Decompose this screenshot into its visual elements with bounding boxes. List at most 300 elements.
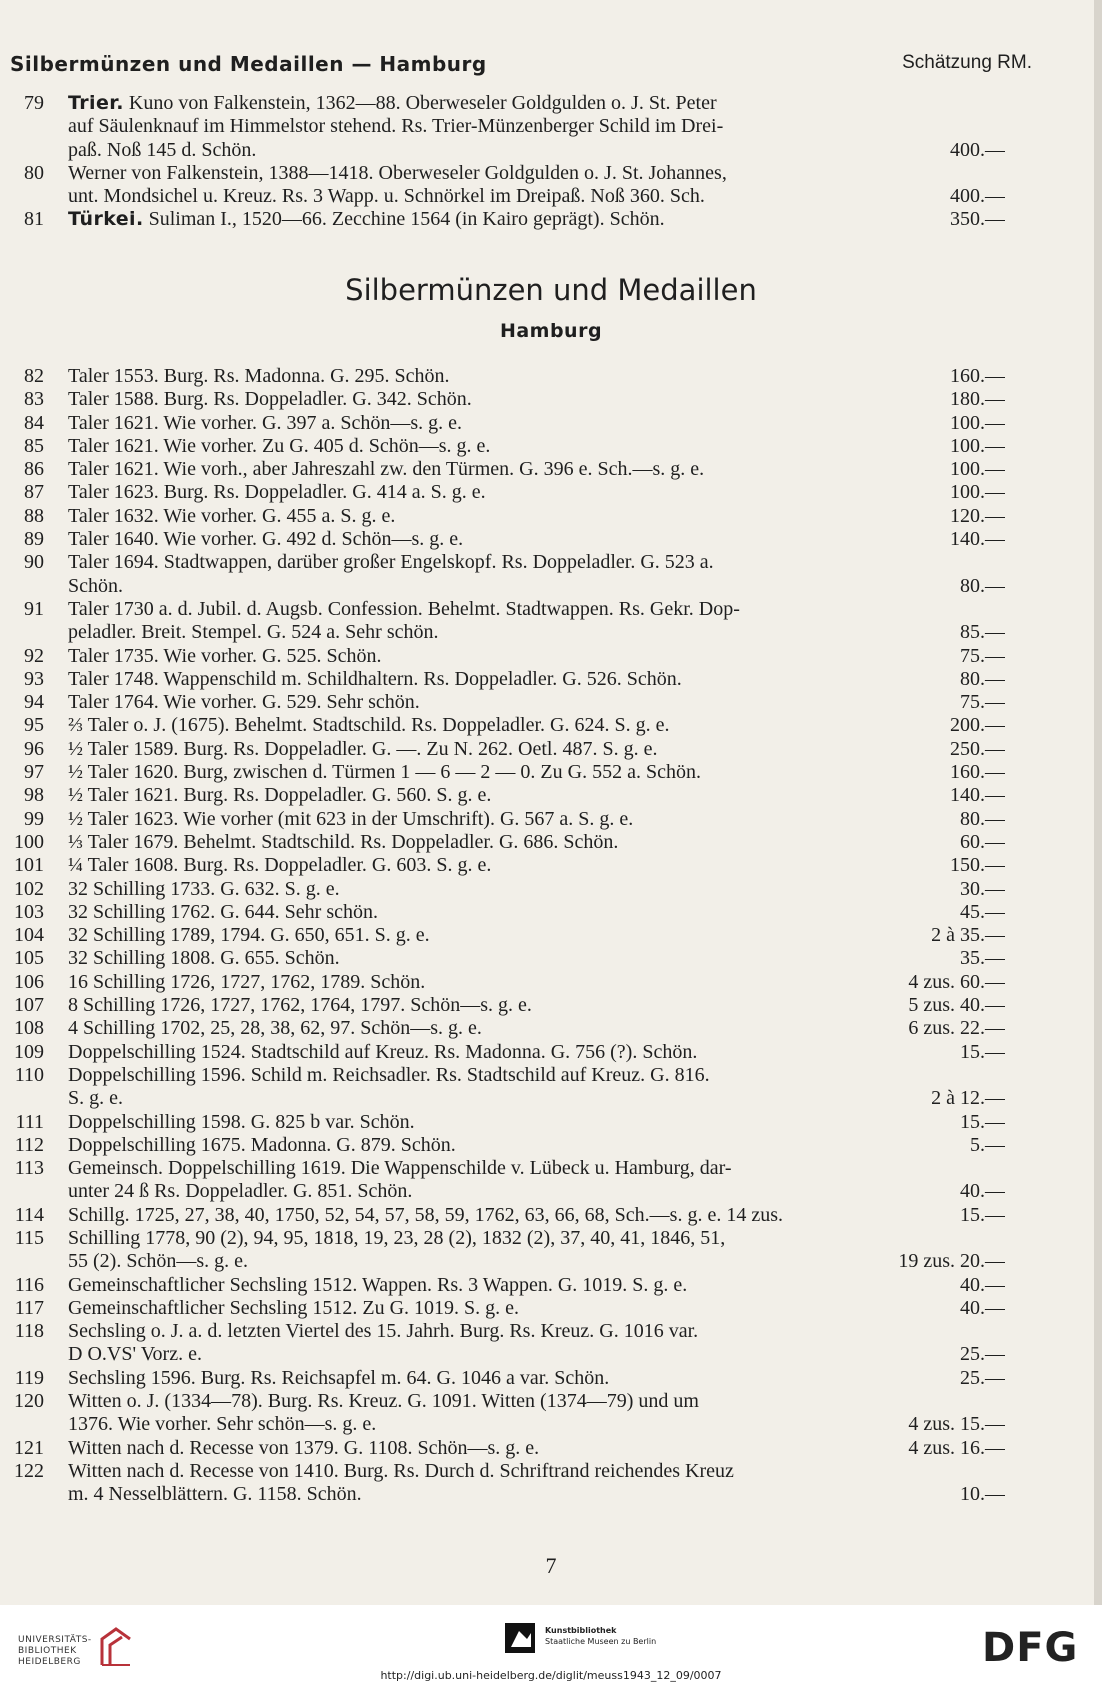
lot-entry <box>0 481 1102 504</box>
lot-description <box>68 1367 1005 1390</box>
lot-text: S. g. e. <box>68 1087 123 1110</box>
lot-number: 104 <box>14 924 44 947</box>
lot-line <box>68 854 1005 877</box>
lot-line <box>68 115 1005 138</box>
lot-keyword: Türkei. <box>68 208 144 231</box>
lot-text: Doppelschilling 1524. Stadtschild auf Kreuz. Rs. Madonna. G. 756 (?). Schön. <box>68 1040 698 1063</box>
lot-estimate: 2 à 12.— <box>925 1087 1005 1110</box>
lot-description <box>68 668 1005 691</box>
lot-text: Taler 1632. Wie vorher. G. 455 a. S. g. e. <box>68 504 396 527</box>
lot-line <box>68 691 1005 714</box>
lot-number: 115 <box>14 1226 44 1249</box>
lot-keyword: Trier. <box>68 92 124 114</box>
lot-line <box>68 365 1005 388</box>
lot-entry <box>0 1320 1102 1367</box>
lot-text: 32 Schilling 1789, 1794. G. 650, 651. S. g. e. <box>68 924 430 947</box>
lot-number: 103 <box>14 900 44 923</box>
lot-description <box>68 505 1005 528</box>
lot-number: 102 <box>14 877 44 900</box>
lot-entry <box>0 458 1102 481</box>
lot-text: Taler 1735. Wie vorher. G. 525. Schön. <box>68 644 382 667</box>
lot-text: ½ Taler 1620. Burg, zwischen d. Türmen 1 — 6 — 2 — 0. Zu G. 552 a. Schön. <box>68 761 701 784</box>
lot-text: Gemeinsch. Doppelschilling 1619. Die Wappenschilde v. Lübeck u. Hamburg, dar- <box>68 1157 732 1180</box>
lot-line <box>68 1227 1005 1250</box>
lot-entry <box>0 598 1102 645</box>
lot-text: Schön. <box>68 574 123 597</box>
lot-number: 96 <box>24 737 44 760</box>
lot-entry <box>0 901 1102 924</box>
lot-estimate: 250.— <box>944 738 1005 761</box>
lot-line <box>68 1274 1005 1297</box>
lot-description <box>68 761 1005 784</box>
lot-estimate: 100.— <box>944 435 1005 458</box>
lot-text: Taler 1623. Burg. Rs. Doppeladler. G. 414 a. S. g. e. <box>68 481 486 504</box>
lot-description <box>68 1227 1005 1274</box>
lot-line <box>68 738 1005 761</box>
lot-number: 116 <box>14 1273 44 1296</box>
lot-entry <box>0 92 1102 162</box>
lot-description <box>68 435 1005 458</box>
university-library-label <box>18 1635 92 1668</box>
lot-line <box>68 388 1005 411</box>
lot-line <box>68 1041 1005 1064</box>
lot-estimate: 100.— <box>944 458 1005 481</box>
lot-number: 122 <box>14 1459 44 1482</box>
lot-description <box>68 854 1005 877</box>
lot-estimate: 80.— <box>954 668 1005 691</box>
lot-entry <box>0 1134 1102 1157</box>
lot-line <box>68 162 1005 185</box>
lot-line <box>68 208 1005 231</box>
lot-text: Witten nach d. Recesse von 1410. Burg. Rs. Durch d. Schriftrand reichendes Kreuz <box>68 1459 734 1482</box>
lot-estimate: 400.— <box>944 139 1005 162</box>
lot-entry <box>0 412 1102 435</box>
lot-description <box>68 388 1005 411</box>
lot-line <box>68 481 1005 504</box>
lot-description <box>68 1111 1005 1134</box>
lot-estimate: 80.— <box>954 575 1005 598</box>
lot-text: Doppelschilling 1675. Madonna. G. 879. Schön. <box>68 1133 456 1156</box>
lot-text: D O.VS' Vorz. e. <box>68 1343 202 1366</box>
lot-list-hamburg <box>0 365 1102 1507</box>
lot-entry <box>0 1437 1102 1460</box>
lot-text: Taler 1694. Stadtwappen, darüber großer Engelskopf. Rs. Doppeladler. G. 523 a. <box>68 551 714 574</box>
lot-line <box>68 505 1005 528</box>
lot-text: ⅔ Taler o. J. (1675). Behelmt. Stadtschild. Rs. Doppeladler. G. 624. S. g. e. <box>68 714 670 737</box>
lot-number: 85 <box>24 434 44 457</box>
lot-number: 118 <box>14 1320 44 1343</box>
lot-number: 93 <box>24 667 44 690</box>
page-number: 7 <box>545 1553 557 1578</box>
lot-line <box>68 1367 1005 1390</box>
lot-entry <box>0 1041 1102 1064</box>
lot-text: Witten nach d. Recesse von 1379. G. 1108. Schön—s. g. e. <box>68 1436 540 1459</box>
lot-description <box>68 1460 1005 1507</box>
lot-entry <box>0 1460 1102 1507</box>
lot-line <box>68 668 1005 691</box>
lot-text: 4 Schilling 1702, 25, 28, 38, 62, 97. Schön—s. g. e. <box>68 1017 482 1040</box>
lot-entry <box>0 994 1102 1017</box>
kb-subtitle: Staatliche Museen zu Berlin <box>545 1637 657 1646</box>
footer <box>0 1605 1102 1685</box>
lot-estimate: 25.— <box>954 1343 1005 1366</box>
lot-text: Taler 1621. Wie vorher. Zu G. 405 d. Schön—s. g. e. <box>68 434 491 457</box>
lot-estimate: 350.— <box>944 208 1005 231</box>
lot-text: m. 4 Nesselblättern. G. 1158. Schön. <box>68 1483 362 1506</box>
lot-estimate: 5 zus. 40.— <box>902 994 1005 1017</box>
lot-text: unt. Mondsichel u. Kreuz. Rs. 3 Wapp. u. Schnörkel im Dreipaß. Noß 360. Sch. <box>68 185 705 208</box>
lot-estimate: 180.— <box>944 388 1005 411</box>
lot-estimate: 35.— <box>954 947 1005 970</box>
lot-estimate: 160.— <box>944 761 1005 784</box>
lot-text: Taler 1640. Wie vorher. G. 492 d. Schön—s. g. e. <box>68 528 464 551</box>
lot-text: 32 Schilling 1808. G. 655. Schön. <box>68 947 340 970</box>
lot-estimate: 100.— <box>944 481 1005 504</box>
lot-description <box>68 458 1005 481</box>
lot-number: 99 <box>24 807 44 830</box>
lot-description <box>68 365 1005 388</box>
lot-description <box>68 1064 1005 1111</box>
lot-text: Doppelschilling 1598. G. 825 b var. Schön. <box>68 1110 415 1133</box>
lot-text: ½ Taler 1621. Burg. Rs. Doppeladler. G. 560. S. g. e. <box>68 784 492 807</box>
lot-description <box>68 691 1005 714</box>
lot-entry <box>0 691 1102 714</box>
lot-entry <box>0 528 1102 551</box>
lot-estimate: 120.— <box>944 505 1005 528</box>
lot-line <box>68 1343 1005 1366</box>
lot-line <box>68 1204 1005 1227</box>
lot-description <box>68 208 1005 231</box>
lot-number: 111 <box>15 1110 44 1133</box>
lot-entry <box>0 435 1102 458</box>
lot-line <box>68 1437 1005 1460</box>
lot-description <box>68 808 1005 831</box>
lot-number: 119 <box>14 1366 44 1389</box>
lot-number: 108 <box>14 1017 44 1040</box>
lot-estimate: 19 zus. 20.— <box>892 1250 1005 1273</box>
lot-text: 1376. Wie vorher. Sehr schön—s. g. e. <box>68 1413 377 1436</box>
lot-description <box>68 1297 1005 1320</box>
lot-description <box>68 831 1005 854</box>
lot-description <box>68 901 1005 924</box>
lot-description <box>68 1041 1005 1064</box>
lot-entry <box>0 388 1102 411</box>
lot-description <box>68 598 1005 645</box>
lot-description <box>68 1157 1005 1204</box>
lot-number: 88 <box>24 504 44 527</box>
lot-estimate: 45.— <box>954 901 1005 924</box>
lot-text: Taler 1730 a. d. Jubil. d. Augsb. Confession. Behelmt. Stadtwappen. Rs. Gekr. Dop- <box>68 597 740 620</box>
lot-number: 81 <box>24 208 44 231</box>
lot-entry <box>0 1367 1102 1390</box>
lot-line <box>68 784 1005 807</box>
lot-description <box>68 1017 1005 1040</box>
lot-line <box>68 994 1005 1017</box>
lot-entry <box>0 924 1102 947</box>
section-title: Silbermünzen und Medaillen <box>345 273 757 307</box>
lot-description <box>68 947 1005 970</box>
lot-line <box>68 435 1005 458</box>
lot-text: ½ Taler 1623. Wie vorher (mit 623 in der Umschrift). G. 567 a. S. g. e. <box>68 807 634 830</box>
lot-line <box>68 621 1005 644</box>
lot-line <box>68 458 1005 481</box>
lot-line <box>68 971 1005 994</box>
lot-estimate: 85.— <box>954 621 1005 644</box>
lot-entry <box>0 1227 1102 1274</box>
lot-line <box>68 1390 1005 1413</box>
lot-estimate: 30.— <box>954 878 1005 901</box>
lot-number: 101 <box>14 854 44 877</box>
lot-estimate: 40.— <box>954 1180 1005 1203</box>
lot-description <box>68 1204 1005 1227</box>
lot-line <box>68 1064 1005 1087</box>
header-title: Silbermünzen und Medaillen — Hamburg <box>10 52 487 76</box>
lot-line <box>68 528 1005 551</box>
lot-estimate: 4 zus. 60.— <box>902 971 1005 994</box>
lot-line <box>68 1157 1005 1180</box>
lot-entry <box>0 831 1102 854</box>
lot-line <box>68 139 1005 162</box>
lot-text: Schilling 1778, 90 (2), 94, 95, 1818, 19, 23, 28 (2), 1832 (2), 37, 40, 41, 1846, 51, <box>68 1226 726 1249</box>
lot-text: Sechsling o. J. a. d. letzten Viertel des 15. Jahrh. Burg. Rs. Kreuz. G. 1016 var. <box>68 1320 699 1343</box>
lot-number: 90 <box>24 551 44 574</box>
lot-text: Gemeinschaftlicher Sechsling 1512. Zu G. 1019. S. g. e. <box>68 1296 520 1319</box>
lot-text: auf Säulenknauf im Himmelstor stehend. Rs. Trier-Münzenberger Schild im Drei- <box>68 115 724 138</box>
lot-description <box>68 1134 1005 1157</box>
lot-estimate: 40.— <box>954 1274 1005 1297</box>
lot-estimate: 15.— <box>954 1041 1005 1064</box>
lot-entry <box>0 162 1102 209</box>
lot-number: 114 <box>14 1203 44 1226</box>
lot-entry <box>0 208 1102 231</box>
lot-estimate: 40.— <box>954 1297 1005 1320</box>
lot-description <box>68 994 1005 1017</box>
lot-description <box>68 924 1005 947</box>
lot-line <box>68 1087 1005 1110</box>
lot-entry <box>0 365 1102 388</box>
lot-number: 110 <box>14 1063 44 1086</box>
lot-line <box>68 412 1005 435</box>
lot-estimate: 200.— <box>944 714 1005 737</box>
running-header <box>10 52 1032 80</box>
lot-description <box>68 92 1005 162</box>
lot-entry <box>0 551 1102 598</box>
lot-text: Gemeinschaftlicher Sechsling 1512. Wappen. Rs. 3 Wappen. G. 1019. S. g. e. <box>68 1273 688 1296</box>
lot-number: 95 <box>24 714 44 737</box>
lot-number: 82 <box>24 365 44 387</box>
lot-description <box>68 714 1005 737</box>
header-estimate-label: Schätzung RM. <box>902 52 1032 73</box>
lot-estimate: 140.— <box>944 528 1005 551</box>
lot-description <box>68 738 1005 761</box>
lot-entry <box>0 645 1102 668</box>
lot-estimate: 60.— <box>954 831 1005 854</box>
lot-estimate: 15.— <box>954 1111 1005 1134</box>
lot-line <box>68 1111 1005 1134</box>
lot-line <box>68 1413 1005 1436</box>
lot-estimate: 10.— <box>954 1483 1005 1506</box>
lot-number: 121 <box>14 1436 44 1459</box>
lot-number: 91 <box>24 597 44 620</box>
lot-description <box>68 1437 1005 1460</box>
lot-number: 120 <box>14 1390 44 1413</box>
lot-line <box>68 1320 1005 1343</box>
lot-text: 55 (2). Schön—s. g. e. <box>68 1250 248 1273</box>
lot-line <box>68 551 1005 574</box>
lot-description <box>68 1390 1005 1437</box>
lot-entry <box>0 1204 1102 1227</box>
lot-line <box>68 185 1005 208</box>
lot-entry <box>0 714 1102 737</box>
lot-line <box>68 1017 1005 1040</box>
lot-estimate: 150.— <box>944 854 1005 877</box>
lot-entry <box>0 1111 1102 1134</box>
lot-estimate: 25.— <box>954 1367 1005 1390</box>
lot-text: Taler 1621. Wie vorh., aber Jahreszahl zw. den Türmen. G. 396 e. Sch.—s. g. e. <box>68 458 705 481</box>
lot-estimate: 5.— <box>964 1134 1005 1157</box>
lot-line <box>68 1250 1005 1273</box>
lot-entry <box>0 738 1102 761</box>
lot-estimate: 4 zus. 16.— <box>902 1437 1005 1460</box>
lot-number: 105 <box>14 947 44 970</box>
lot-entry <box>0 1064 1102 1111</box>
lot-description <box>68 645 1005 668</box>
lot-text: Taler 1553. Burg. Rs. Madonna. G. 295. Schön. <box>68 365 450 387</box>
lot-line <box>68 831 1005 854</box>
uni-line-1: UNIVERSITÄTS- <box>18 1635 92 1645</box>
lot-number: 87 <box>24 481 44 504</box>
lot-description <box>68 412 1005 435</box>
lot-entry <box>0 668 1102 691</box>
lot-text: 32 Schilling 1762. G. 644. Sehr schön. <box>68 900 378 923</box>
lot-line <box>68 947 1005 970</box>
lot-number: 106 <box>14 970 44 993</box>
lot-number: 107 <box>14 994 44 1017</box>
lot-description <box>68 878 1005 901</box>
lot-number: 109 <box>14 1040 44 1063</box>
lot-entry <box>0 1157 1102 1204</box>
lot-entry <box>0 761 1102 784</box>
lot-description <box>68 971 1005 994</box>
lot-line <box>68 598 1005 621</box>
lot-entry <box>0 1017 1102 1040</box>
lot-number: 113 <box>14 1157 44 1180</box>
lot-entry <box>0 971 1102 994</box>
lot-estimate: 4 zus. 15.— <box>902 1413 1005 1436</box>
lot-text: ⅓ Taler 1679. Behelmt. Stadtschild. Rs. Doppeladler. G. 686. Schön. <box>68 830 619 853</box>
lot-number: 92 <box>24 644 44 667</box>
lot-number: 94 <box>24 691 44 714</box>
lot-entry <box>0 1390 1102 1437</box>
lot-description <box>68 1320 1005 1367</box>
lot-number: 84 <box>24 411 44 434</box>
lot-estimate: 2 à 35.— <box>925 924 1005 947</box>
lot-number: 100 <box>14 830 44 853</box>
lot-text: 8 Schilling 1726, 1727, 1762, 1764, 1797. Schön—s. g. e. <box>68 994 532 1017</box>
lot-line <box>68 575 1005 598</box>
lot-estimate: 6 zus. 22.— <box>902 1017 1005 1040</box>
lot-text: ½ Taler 1589. Burg. Rs. Doppeladler. G. —. Zu N. 262. Oetl. 487. S. g. e. <box>68 737 658 760</box>
lot-text: Taler 1588. Burg. Rs. Doppeladler. G. 342. Schön. <box>68 388 472 411</box>
lot-text: Werner von Falkenstein, 1388—1418. Oberweseler Goldgulden o. J. St. Johannes, <box>68 161 727 184</box>
lot-entry <box>0 854 1102 877</box>
lot-number: 80 <box>24 161 44 184</box>
uni-line-2: BIBLIOTHEK <box>18 1646 77 1656</box>
lot-entry <box>0 505 1102 528</box>
lot-description <box>68 528 1005 551</box>
lot-line <box>68 1180 1005 1203</box>
lot-list-top <box>0 92 1102 232</box>
lot-text: paß. Noß 145 d. Schön. <box>68 138 257 161</box>
lot-number: 89 <box>24 528 44 551</box>
lot-line <box>68 1460 1005 1483</box>
lot-entry <box>0 1297 1102 1320</box>
source-url[interactable]: http://digi.ub.uni-heidelberg.de/diglit/meuss1943_12_09/0007 <box>380 1669 722 1682</box>
lot-entry <box>0 947 1102 970</box>
university-logo-icon <box>98 1625 134 1669</box>
lot-number: 97 <box>24 761 44 784</box>
lot-estimate: 100.— <box>944 412 1005 435</box>
lot-line <box>68 761 1005 784</box>
lot-line <box>68 924 1005 947</box>
lot-text: Taler 1748. Wappenschild m. Schildhaltern. Rs. Doppeladler. G. 526. Schön. <box>68 667 682 690</box>
lot-text: Kuno von Falkenstein, 1362—88. Oberweseler Goldgulden o. J. St. Peter <box>128 92 717 114</box>
lot-text: peladler. Breit. Stempel. G. 524 a. Sehr schön. <box>68 621 439 644</box>
lot-line <box>68 901 1005 924</box>
lot-text: ¼ Taler 1608. Burg. Rs. Doppeladler. G. 603. S. g. e. <box>68 854 492 877</box>
lot-line <box>68 645 1005 668</box>
lot-text: Doppelschilling 1596. Schild m. Reichsadler. Rs. Stadtschild auf Kreuz. G. 816. <box>68 1063 710 1086</box>
lot-text: Taler 1764. Wie vorher. G. 529. Sehr schön. <box>68 691 420 714</box>
kunstbibliothek-label <box>545 1625 656 1647</box>
lot-number: 86 <box>24 458 44 481</box>
lot-line <box>68 1483 1005 1506</box>
lot-text: 32 Schilling 1733. G. 632. S. g. e. <box>68 877 340 900</box>
lot-text: Schillg. 1725, 27, 38, 40, 1750, 52, 54, 57, 58, 59, 1762, 63, 66, 68, Sch.—s. g. e. 14 zus. <box>68 1203 783 1226</box>
lot-line <box>68 878 1005 901</box>
lot-text: unter 24 ß Rs. Doppeladler. G. 851. Schön. <box>68 1180 413 1203</box>
lot-description <box>68 784 1005 807</box>
lot-number: 79 <box>24 92 44 114</box>
lot-description <box>68 1274 1005 1297</box>
lot-text: 16 Schilling 1726, 1727, 1762, 1789. Schön. <box>68 970 426 993</box>
kunstbibliothek-logo-icon <box>505 1623 535 1653</box>
lot-line <box>68 808 1005 831</box>
lot-estimate: 15.— <box>954 1204 1005 1227</box>
lot-description <box>68 551 1005 598</box>
lot-entry <box>0 808 1102 831</box>
lot-number: 112 <box>14 1133 44 1156</box>
lot-line <box>68 1297 1005 1320</box>
lot-text: Taler 1621. Wie vorher. G. 397 a. Schön—s. g. e. <box>68 411 463 434</box>
kb-title: Kunstbibliothek <box>545 1626 617 1635</box>
uni-line-3: HEIDELBERG <box>18 1657 81 1667</box>
lot-entry <box>0 1274 1102 1297</box>
lot-line <box>68 1134 1005 1157</box>
lot-estimate: 140.— <box>944 784 1005 807</box>
lot-line <box>68 714 1005 737</box>
lot-text: Sechsling 1596. Burg. Rs. Reichsapfel m. 64. G. 1046 a var. Schön. <box>68 1366 610 1389</box>
lot-estimate: 75.— <box>954 691 1005 714</box>
lot-estimate: 75.— <box>954 645 1005 668</box>
lot-number: 98 <box>24 784 44 807</box>
lot-estimate: 80.— <box>954 808 1005 831</box>
lot-estimate: 160.— <box>944 365 1005 388</box>
lot-text: Suliman I., 1520—66. Zecchine 1564 (in Kairo geprägt). Schön. <box>148 208 665 231</box>
lot-description <box>68 481 1005 504</box>
lot-number: 83 <box>24 388 44 411</box>
lot-text: Witten o. J. (1334—78). Burg. Rs. Kreuz. G. 1091. Witten (1374—79) und um <box>68 1390 699 1413</box>
